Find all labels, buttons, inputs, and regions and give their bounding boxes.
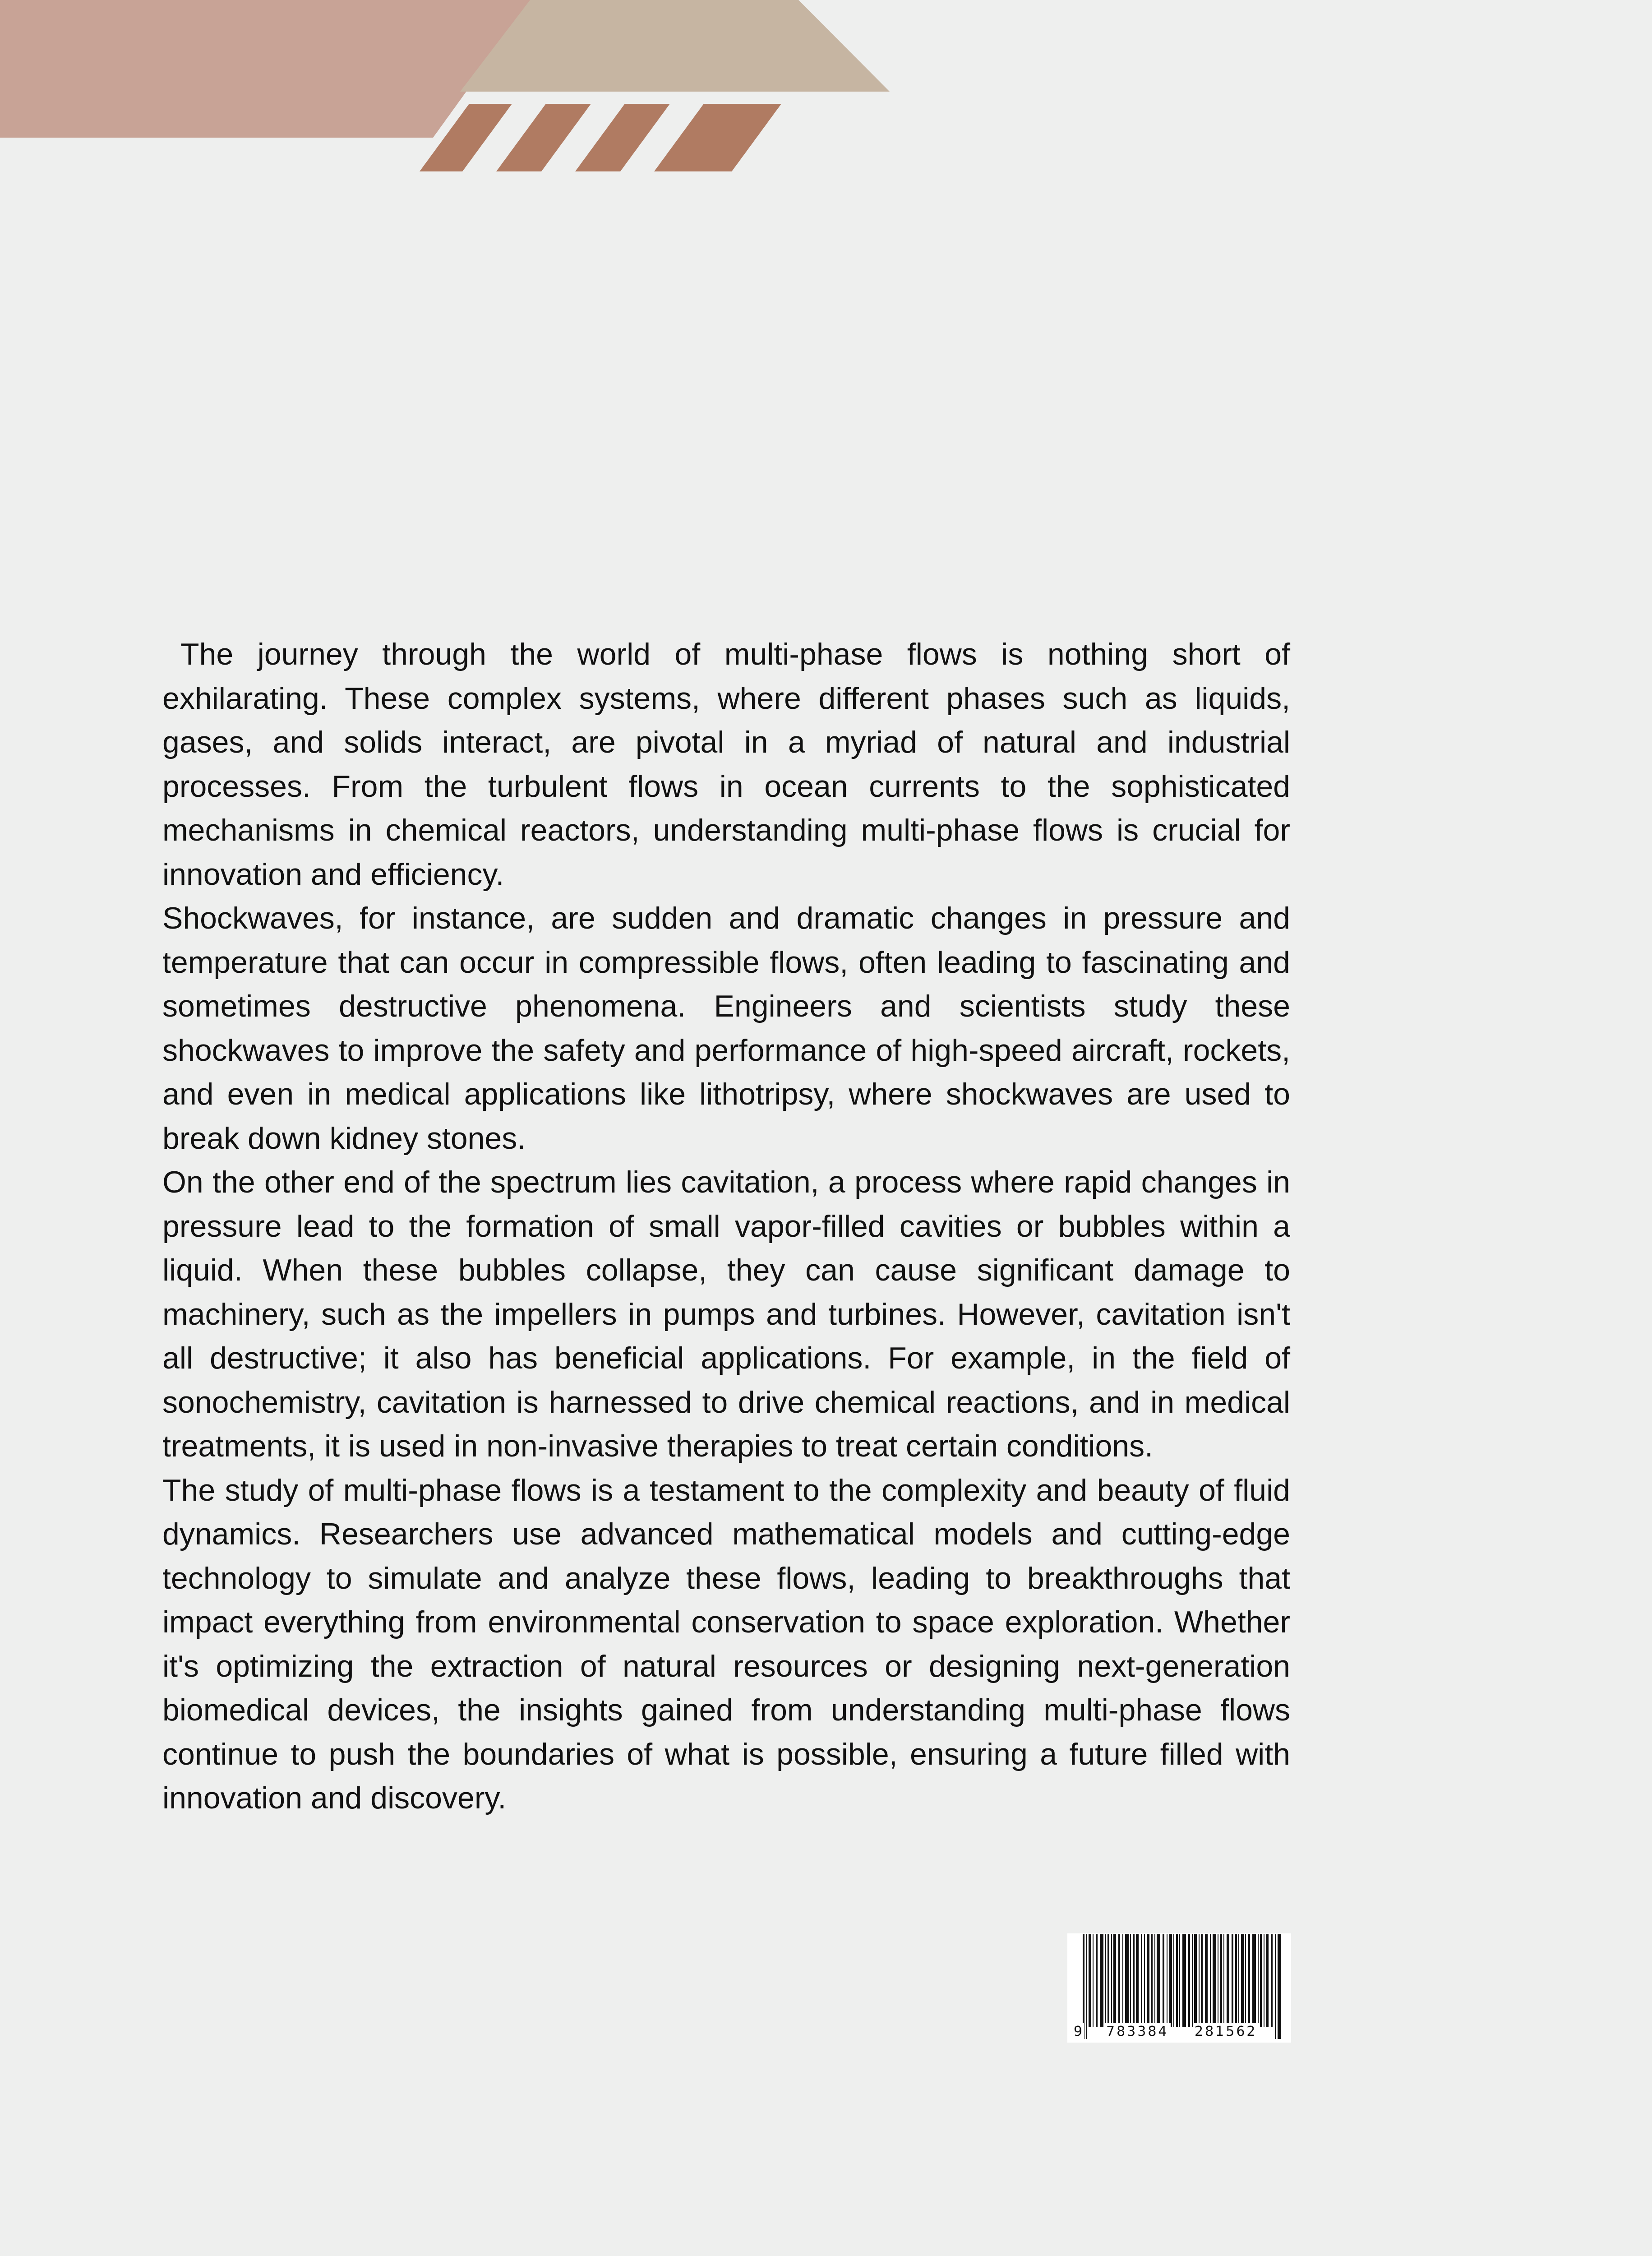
barcode-bar: [1220, 1934, 1222, 2027]
barcode-bar: [1111, 1934, 1112, 2027]
barcode-bar: [1199, 1934, 1200, 2027]
tan-trapezoid: [460, 0, 890, 92]
barcode-bar: [1113, 1934, 1116, 2027]
barcode-bar: [1144, 1934, 1145, 2027]
barcode-bar: [1096, 1934, 1098, 2027]
barcode-bar: [1136, 1934, 1139, 2027]
diagonal-stripe-3: [575, 104, 670, 171]
barcode-bar: [1205, 1934, 1208, 2027]
barcode-bar: [1248, 1934, 1250, 2027]
diagonal-stripe-4: [654, 104, 781, 171]
barcode-bar: [1107, 1934, 1109, 2027]
barcode-bar: [1125, 1934, 1129, 2027]
barcode-bar: [1260, 1934, 1262, 2027]
diagonal-stripe-2: [496, 104, 591, 171]
barcode-bar: [1201, 1934, 1203, 2027]
barcode-digits: [1067, 2023, 1291, 2041]
barcode-bar: [1232, 1934, 1233, 2027]
paragraph-conclusion: The study of multi-phase flows is a testament to the complexity and beauty of fluid dynamics. Researchers use advanced mathematical models and cutting-edge technology to simulate and analyze these flows, leading to breakthroughs that impact everything from environmental conservation to space exploration. Whether it's optimizing the extraction of natural resources or designing next-generation biomedical devices, the insights gained from understanding multi-phase flows continue to push the boundaries of what is possible, ensuring a future filled with innovation and discovery.: [162, 1473, 1290, 1815]
barcode-bar: [1188, 1934, 1190, 2027]
barcode-bar: [1241, 1934, 1244, 2027]
barcode-bar: [1252, 1934, 1256, 2027]
barcode-bar: [1122, 1934, 1123, 2027]
barcode-bar: [1176, 1934, 1178, 2027]
barcode-bar: [1105, 1934, 1106, 2027]
barcode-bar: [1192, 1934, 1193, 2027]
barcode-bar: [1266, 1934, 1269, 2027]
barcode-lead-digit: 9: [1072, 2023, 1084, 2041]
barcode-bar: [1147, 1934, 1149, 2027]
barcode-bar: [1130, 1934, 1131, 2027]
paragraph-shockwaves: Shockwaves, for instance, are sudden and dramatic changes in pressure and temperature that can occur in compressible flows, often leading to fascinating and sometimes destructive phenomena. Engineers and scientists study these shockwaves to improve the safety and performance of high-speed aircraft, rockets, and even in medical applications like lithotripsy, where shockwaves are used to break down kidney stones.: [162, 901, 1290, 1156]
header-decoration: [0, 0, 1652, 271]
barcode-bar: [1133, 1934, 1135, 2027]
barcode-bar: [1163, 1934, 1164, 2027]
paragraph-intro: The journey through the world of multi-phase flows is nothing short of exhilarating. These complex systems, where different phases such as liquids, gases, and solids interact, are pivotal in a myriad of natural and industrial processes. From the turbulent flows in ocean currents to the sophisticated mechanisms in chemical reactors, understanding multi-phase flows is crucial for innovation and efficiency.: [162, 637, 1290, 892]
barcode-bar: [1169, 1934, 1172, 2027]
barcode-bar: [1271, 1934, 1273, 2027]
barcode-bar: [1179, 1934, 1180, 2027]
barcode-bar: [1089, 1934, 1091, 2027]
barcode-bar: [1258, 1934, 1259, 2027]
barcode-bar: [1227, 1934, 1229, 2027]
barcode-bar: [1194, 1934, 1197, 2027]
isbn-barcode: [1067, 1933, 1291, 2043]
barcode-bar: [1238, 1934, 1239, 2027]
back-cover-blurb: [162, 633, 1290, 1821]
barcode-bar: [1245, 1934, 1246, 2027]
pink-band: [0, 0, 532, 138]
barcode-bar: [1151, 1934, 1153, 2027]
barcode-bar: [1173, 1934, 1174, 2027]
barcode-left-group: 783384: [1104, 2023, 1171, 2041]
barcode-bar: [1182, 1934, 1186, 2027]
paragraph-cavitation: On the other end of the spectrum lies cavitation, a process where rapid changes in pressure lead to the formation of small vapor-filled cavities or bubbles within a liquid. When these bubbles collapse, they can cause significant damage to machinery, such as the impellers in pumps and turbines. However, cavitation isn't all destructive; it also has beneficial applications. For example, in the field of sonochemistry, cavitation is harnessed to drive chemical reactions, and in medical treatments, it is used in non-invasive therapies to treat certain conditions.: [162, 1165, 1290, 1463]
barcode-bar: [1210, 1934, 1211, 2027]
barcode-bar: [1093, 1934, 1094, 2027]
barcode-bar: [1213, 1934, 1216, 2027]
barcode-bar: [1141, 1934, 1142, 2027]
barcode-right-group: 281562: [1193, 2023, 1259, 2041]
barcode-bar: [1223, 1934, 1224, 2027]
barcode-bar: [1118, 1934, 1120, 2027]
barcode-bar: [1100, 1934, 1103, 2027]
barcode-bar: [1235, 1934, 1237, 2027]
